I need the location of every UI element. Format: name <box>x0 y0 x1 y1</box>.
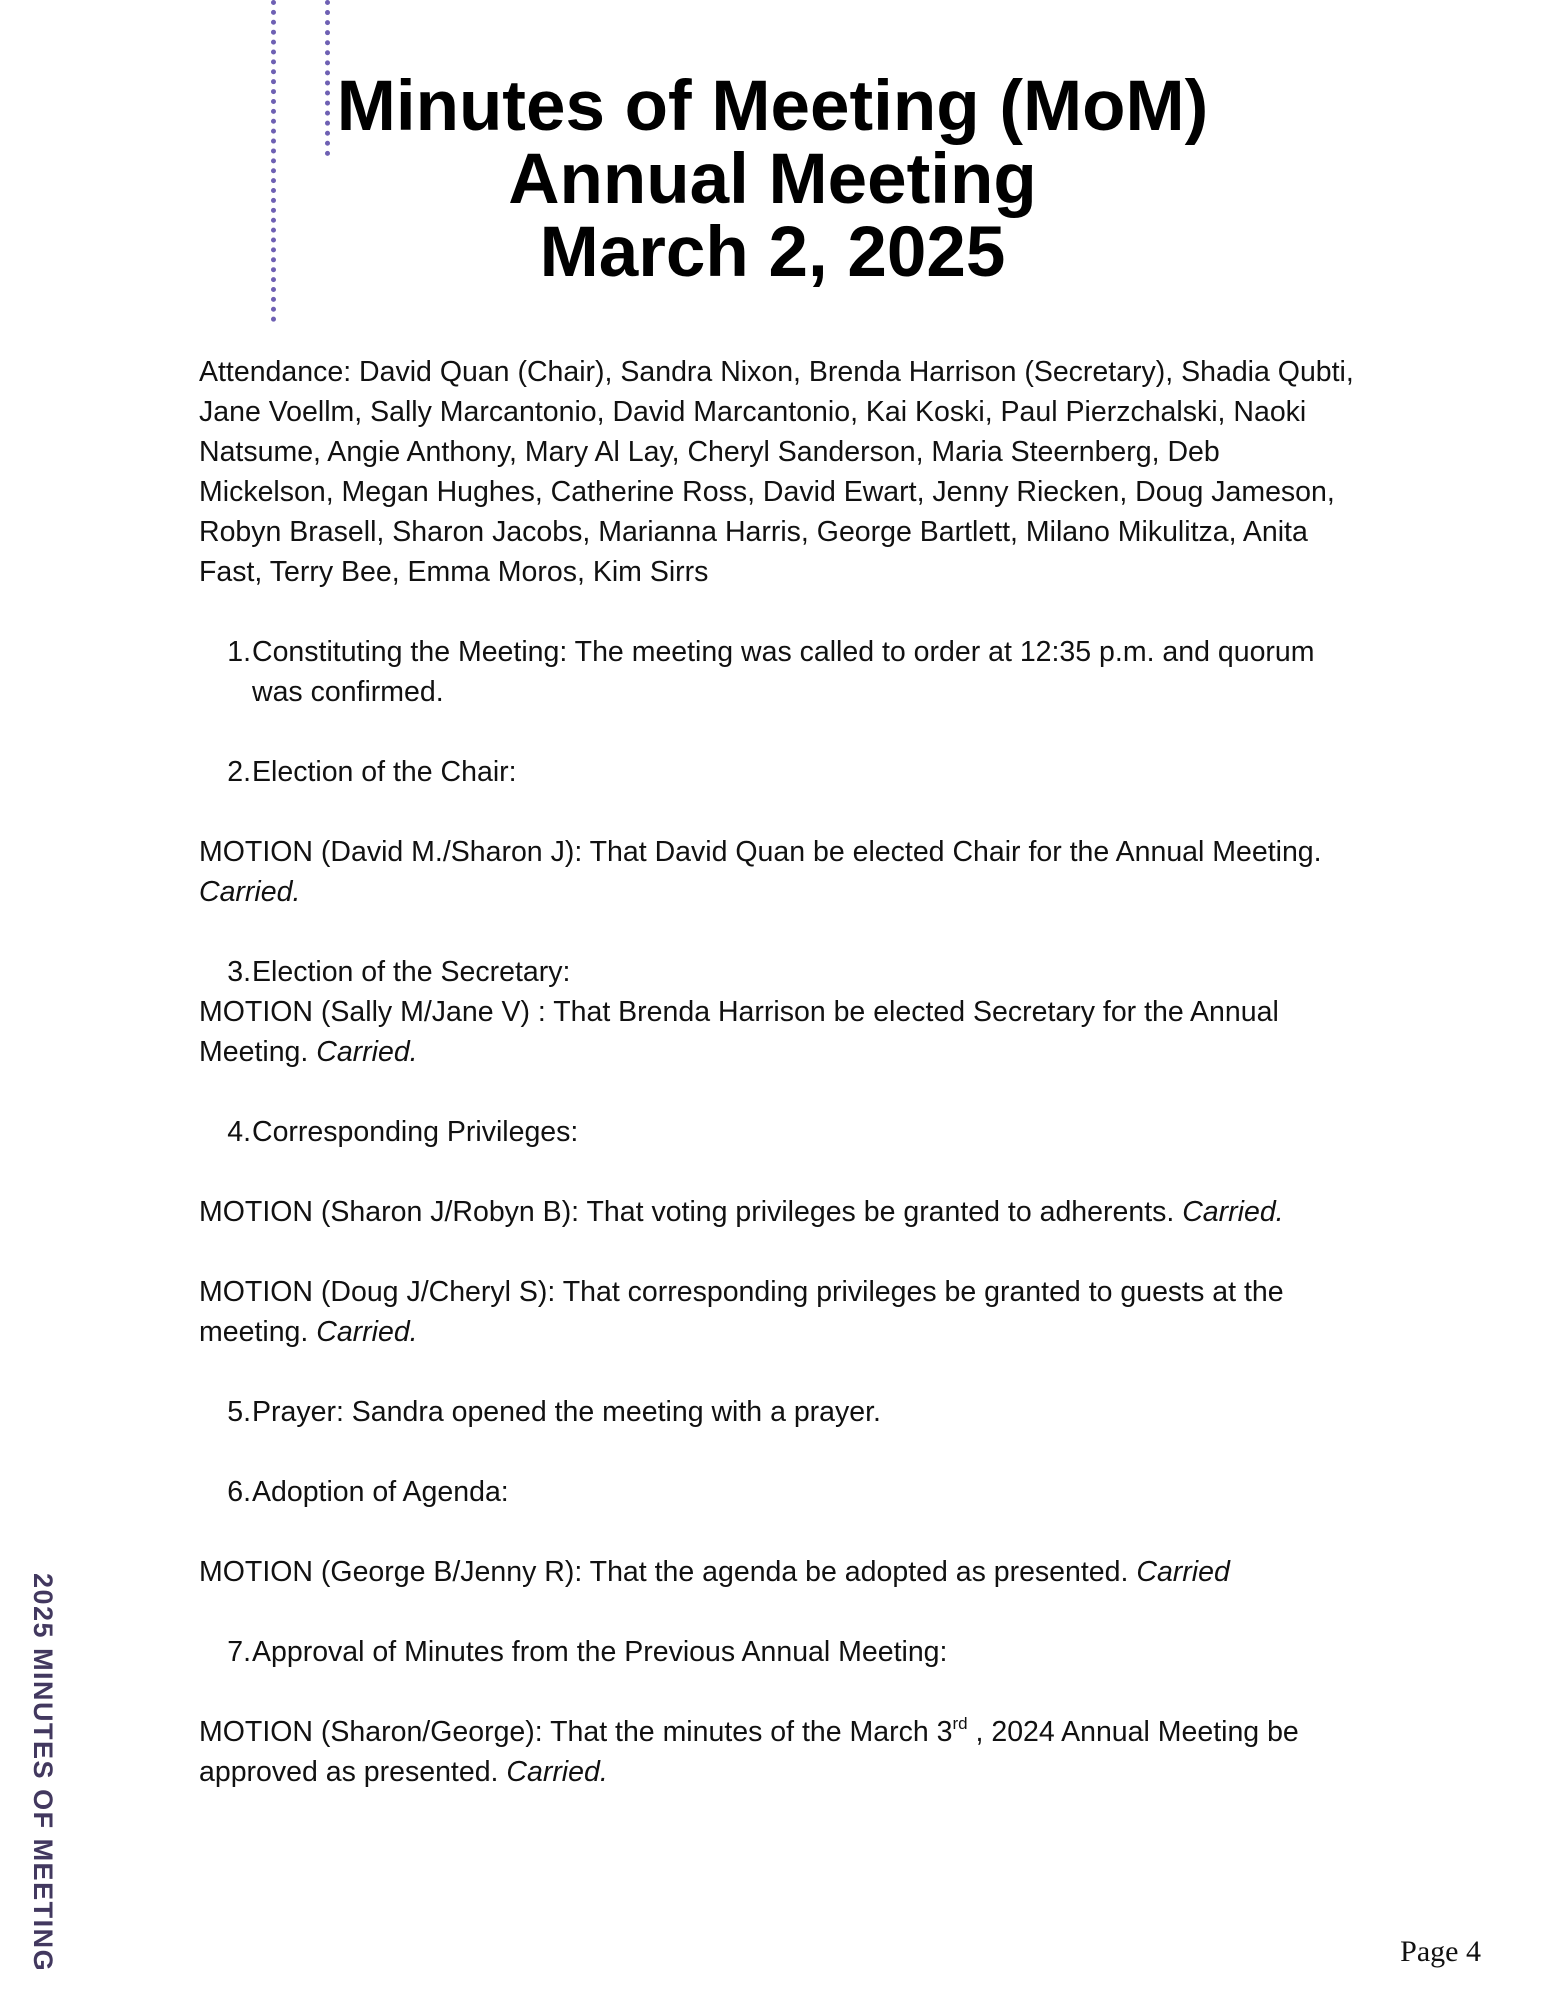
title-line-3: March 2, 2025 <box>539 213 1006 292</box>
minutes-body <box>199 352 1359 1792</box>
motion-text: MOTION (David M./Sharon J): That David Quan be elected Chair for the Annual Meeting. <box>199 836 1322 868</box>
agenda-item-number: 4. <box>227 1116 251 1148</box>
title-line-1: Minutes of Meeting (MoM) <box>336 67 1209 146</box>
agenda-item-4 <box>199 1112 1359 1152</box>
agenda-item-1 <box>199 632 1359 712</box>
motion-result: Carried <box>1136 1556 1230 1588</box>
agenda-item-text: Election of the Chair: <box>252 756 517 788</box>
motion-elect-secretary <box>199 992 1359 1072</box>
agenda-item-number: 2. <box>227 756 251 788</box>
motion-adopt-agenda <box>199 1552 1359 1592</box>
motion-result: Carried. <box>316 1036 418 1068</box>
agenda-item-3 <box>199 952 1359 992</box>
ordinal-superscript: rd <box>952 1714 968 1733</box>
agenda-item-2 <box>199 752 1359 792</box>
title-line-2: Annual Meeting <box>508 140 1037 219</box>
motion-elect-chair <box>199 832 1359 912</box>
agenda-item-text: Corresponding Privileges: <box>252 1116 579 1148</box>
motion-result: Carried. <box>199 876 301 908</box>
motion-result: Carried. <box>316 1316 418 1348</box>
motion-result: Carried. <box>506 1756 608 1788</box>
agenda-item-7 <box>199 1632 1359 1672</box>
motion-text-continued: , 2024 Annual Meeting be approved as presented. <box>199 1716 1299 1788</box>
page-number: Page 4 <box>1400 1935 1481 1968</box>
agenda-item-number: 6. <box>227 1476 251 1508</box>
page-title <box>0 67 1545 292</box>
side-running-label <box>22 1573 64 1998</box>
agenda-item-number: 7. <box>227 1636 251 1668</box>
agenda-item-6 <box>199 1472 1359 1512</box>
agenda-item-text: Election of the Secretary: <box>252 956 571 988</box>
motion-text: MOTION (Sally M/Jane V) : That Brenda Harrison be elected Secretary for the Annual Meeting. <box>199 996 1279 1068</box>
attendance-paragraph: Attendance: David Quan (Chair), Sandra Nixon, Brenda Harrison (Secretary), Shadia Qubti, Jane Voellm, Sally Marcantonio, David Marcantonio, Kai Koski, Paul Pierzchalski, Naoki Natsume, Angie Anthony, Mary Al Lay, Cheryl Sanderson, Maria Steernberg, Deb Mickelson, Megan Hughes, Catherine Ross, David Ewart, Jenny Riecken, Doug Jameson, Robyn Brasell, Sharon Jacobs, Marianna Harris, George Bartlett, Milano Mikulitza, Anita Fast, Terry Bee, Emma Moros, Kim Sirrs <box>199 356 1354 588</box>
motion-approve-minutes <box>199 1712 1359 1792</box>
agenda-item-text: Adoption of Agenda: <box>252 1476 509 1508</box>
agenda-item-number: 1. <box>227 636 251 668</box>
agenda-item-number: 3. <box>227 956 251 988</box>
side-label-text: 2025 MINUTES OF MEETING <box>28 1573 58 1973</box>
agenda-item-text: Approval of Minutes from the Previous Annual Meeting: <box>252 1636 948 1668</box>
agenda-item-number: 5. <box>227 1396 251 1428</box>
motion-voting-privileges <box>199 1192 1359 1232</box>
motion-result: Carried. <box>1182 1196 1284 1228</box>
motion-text: MOTION (Doug J/Cheryl S): That corresponding privileges be granted to guests at the meeting. <box>199 1276 1284 1348</box>
agenda-item-5 <box>199 1392 1359 1432</box>
motion-text: MOTION (Sharon/George): That the minutes of the March 3 <box>199 1716 953 1748</box>
motion-text: MOTION (George B/Jenny R): That the agenda be adopted as presented. <box>199 1556 1129 1588</box>
motion-corresponding-privileges <box>199 1272 1359 1352</box>
agenda-item-text: Prayer: Sandra opened the meeting with a prayer. <box>252 1396 881 1428</box>
agenda-item-text: Constituting the Meeting: The meeting was called to order at 12:35 p.m. and quorum was confirmed. <box>252 636 1315 708</box>
motion-text: MOTION (Sharon J/Robyn B): That voting privileges be granted to adherents. <box>199 1196 1175 1228</box>
